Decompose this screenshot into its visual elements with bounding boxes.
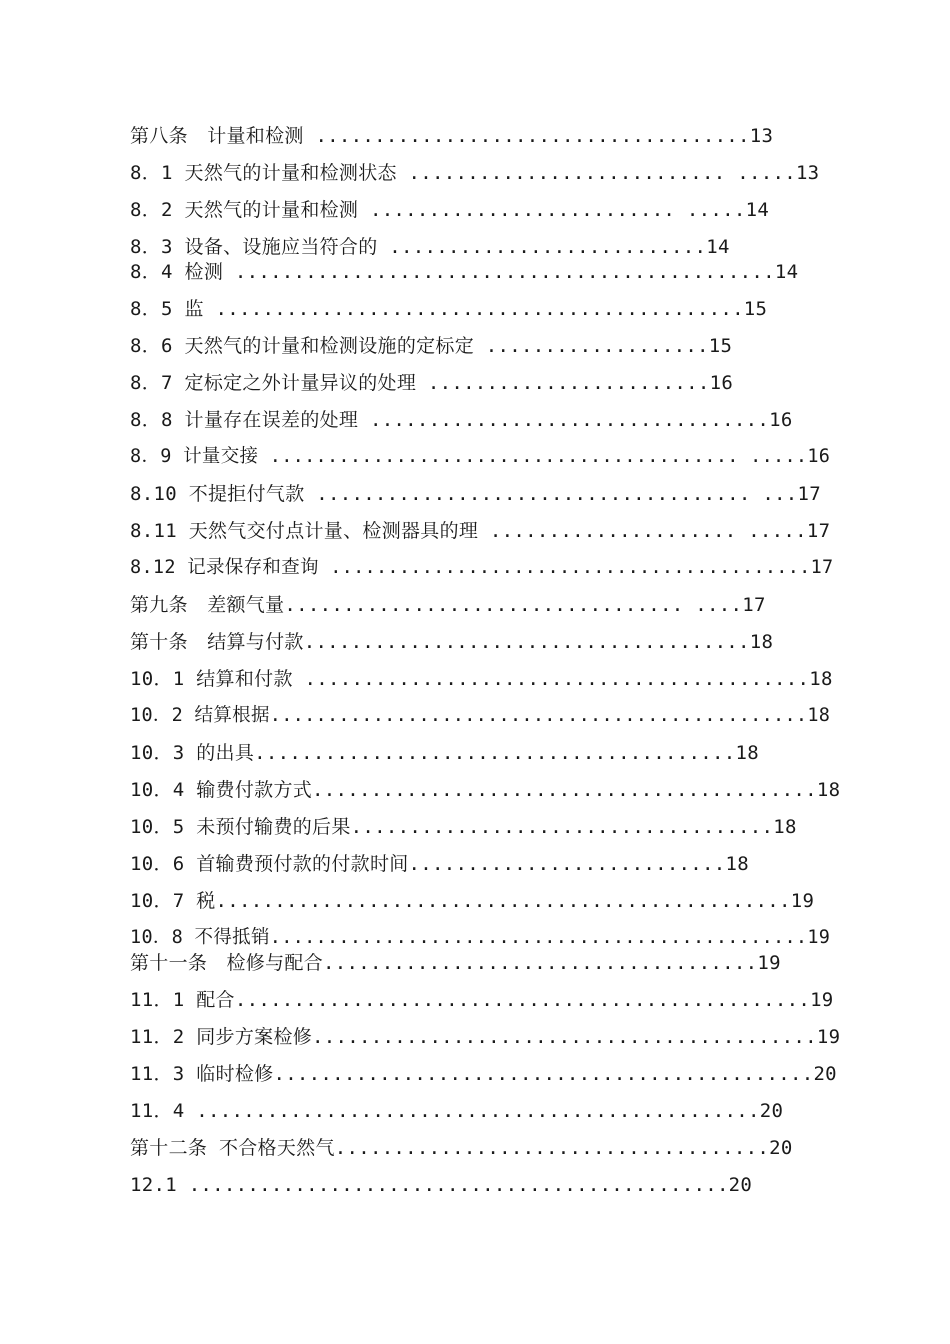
toc-entry: 10．6 首输费预付款的付款时间...........................18 bbox=[130, 853, 749, 875]
toc-entry: 12.1 ..............................................20 bbox=[130, 1174, 753, 1196]
toc-entry: 8．6 天然气的计量和检测设施的定标定 ...................15 bbox=[130, 335, 733, 357]
toc-entry: 8．4 检测 ..............................................14 bbox=[130, 261, 799, 283]
toc-entry: 10．7 税.................................................19 bbox=[130, 890, 815, 912]
toc-entry: 10．8 不得抵销...............................................19 bbox=[130, 927, 831, 948]
toc-entry: 8.10 不提拒付气款 ..................................... ...17 bbox=[130, 483, 822, 505]
toc-entry: 8．7 定标定之外计量异议的处理 ........................16 bbox=[130, 372, 734, 394]
toc-entry: 11．3 临时检修..............................................20 bbox=[130, 1063, 837, 1085]
toc-entry: 8．3 设备、设施应当符合的 ...........................14 bbox=[130, 236, 730, 258]
toc-entry: 8.12 记录保存和查询 ..........................................17 bbox=[130, 557, 834, 578]
toc-entry: 第十条 结算与付款......................................18 bbox=[130, 631, 774, 653]
toc-entry: 第九条 差额气量.................................. ....17 bbox=[130, 594, 766, 616]
toc-entry: 11．4 ................................................20 bbox=[130, 1100, 784, 1122]
toc-entry: 10．3 的出具.........................................18 bbox=[130, 742, 759, 764]
toc-entry: 8．2 天然气的计量和检测 .......................... .....14 bbox=[130, 199, 770, 221]
toc-entry: 8．1 天然气的计量和检测状态 ........................... .....13 bbox=[130, 162, 820, 184]
toc-entry: 10．4 输费付款方式...........................................18 bbox=[130, 779, 841, 801]
toc-entry: 8.11 天然气交付点计量、检测器具的理 ..................... .....17 bbox=[130, 520, 831, 542]
toc-entry: 8．8 计量存在误差的处理 ..................................16 bbox=[130, 409, 793, 431]
toc-entry: 8．9 计量交接 ......................................... .....16 bbox=[130, 446, 831, 467]
toc-entry: 11．2 同步方案检修...........................................19 bbox=[130, 1026, 841, 1048]
toc-entry: 11．1 配合.................................................19 bbox=[130, 989, 834, 1011]
toc-entry: 10．2 结算根据...............................................18 bbox=[130, 705, 831, 726]
toc-entry: 8．5 监 .............................................15 bbox=[130, 298, 768, 320]
toc-entry: 第八条 计量和检测 .....................................13 bbox=[130, 125, 774, 147]
toc-entry: 第十一条 检修与配合.....................................19 bbox=[130, 952, 781, 974]
toc-entry: 10．1 结算和付款 ...........................................18 bbox=[130, 668, 833, 690]
toc-entry: 第十二条 不合格天然气.....................................20 bbox=[130, 1137, 793, 1159]
toc-entry: 10．5 未预付输费的后果....................................18 bbox=[130, 816, 797, 838]
